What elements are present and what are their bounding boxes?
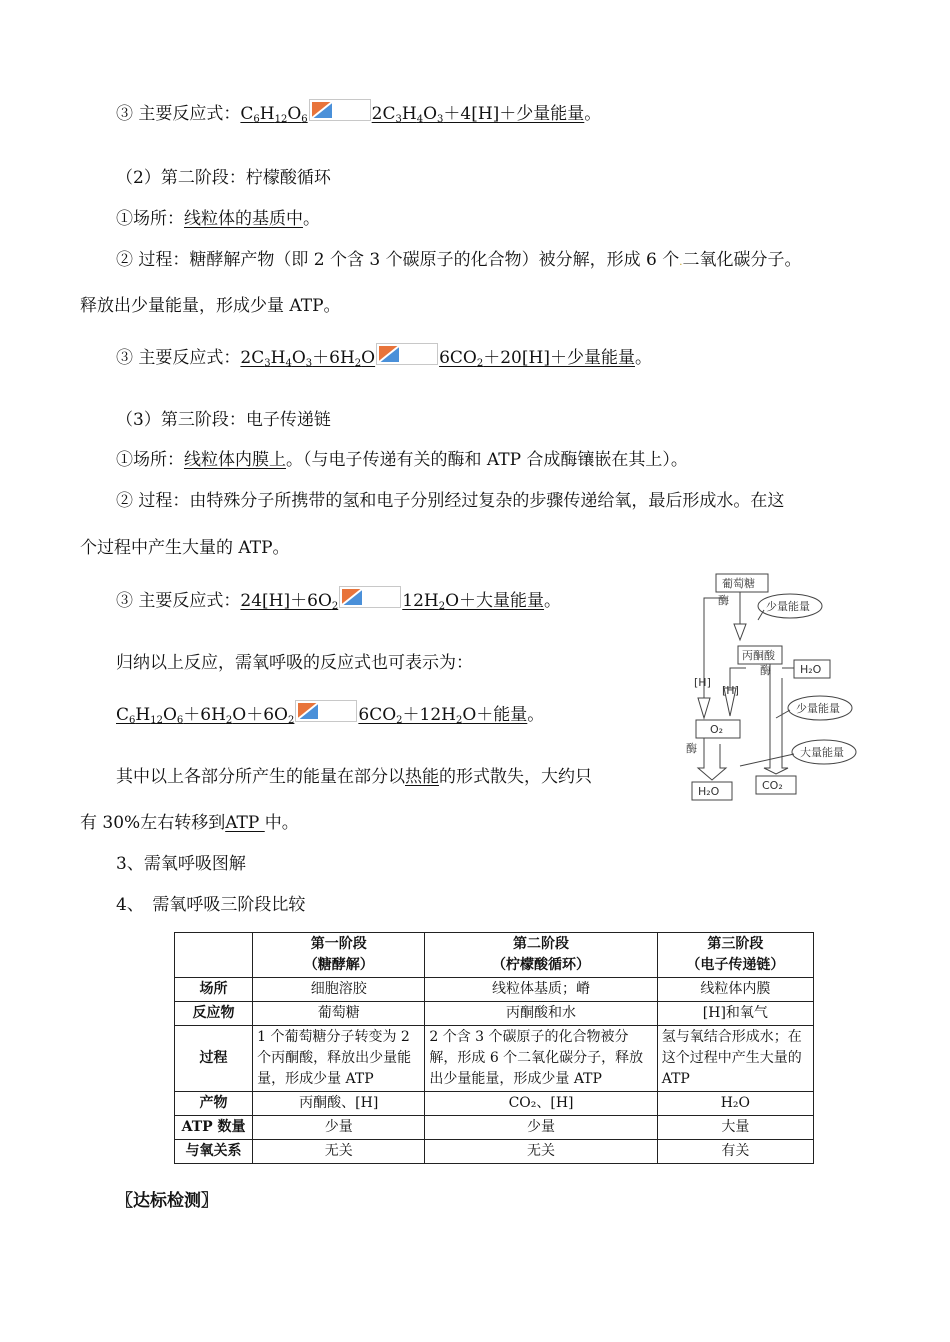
enzyme-label-1: 酶 [718,594,729,607]
stage2-process-line2: 释放出少量能量，形成少量 ATP。 [80,296,341,316]
place-value: 线粒体内膜上 [184,450,286,470]
h2o-out-label: H₂O [698,785,720,798]
stage2-equation: ③ 主要反应式：$2C_3H_4O_3+6H_2O$ $6CO_2+20[H]+$少量能量。 [116,343,652,376]
table-cell: H₂O [657,1092,813,1116]
eq-label: ③ 主要反应式： [116,104,241,124]
section4-heading: 4、 需氧呼吸三阶段比较 [116,895,306,915]
summary-atp-line: 有 30%左右转移到ATP 中。 [80,813,299,833]
h-label-1: [H] [694,676,711,689]
row-label: 场所 [175,978,253,1002]
small-energy-label-2: 少量能量 [796,702,840,715]
table-cell: 线粒体内膜 [657,978,813,1002]
heat-term: 热能 [405,767,439,787]
table-cell: 1 个葡萄糖分子转变为 2 个丙酮酸，释放出少量能量，形成少量 ATP [253,1026,425,1092]
table-cell: 有关 [657,1140,813,1164]
table-cell: 丙酮酸和水 [425,1002,657,1026]
table-row [175,1140,814,1164]
table-row [175,978,814,1002]
row-label: 反应物 [175,1002,253,1026]
connector-3 [740,754,794,766]
stage3-process-line1: ② 过程：由特殊分子所携带的氢和电子分别经过复杂的步骤传递给氧，最后形成水。在这 [116,491,785,511]
arrow-glucose-pyruvate [734,592,746,640]
table-row [175,1002,814,1026]
table-cell: 2 个含 3 个碳原子的化合物被分解，形成 6 个二氧化碳分子，释放出少量能量，形成少量 ATP [425,1026,657,1092]
header-stage1: 第一阶段 （糖酵解） [253,933,425,978]
enzyme-label-2: 酶 [760,664,771,677]
place-value: 线粒体的基质中 [184,209,303,229]
eq-reactants: $C_6H_{12}O_6$ [240,104,308,125]
eq-reactants: $2C_3H_4O_3+6H_2O$ [240,348,376,369]
stage3-title: （3）第三阶段：电子传递链 [116,410,331,430]
stage3-equation: ③ 主要反应式：$24[H]+6O_2$ $12H_2O+$大量能量。 [116,586,561,619]
summary-intro: 归纳以上反应，需氧呼吸的反应式也可表示为： [116,653,473,673]
summary-equation: $C_6H_{12}O_6+6H_2O+6O_2$ $6CO_2+12H_2O+$能量。 [116,700,544,733]
header-stage3: 第三阶段 （电子传递链） [657,933,813,978]
co2-label: CO₂ [762,779,783,792]
row-label: ATP 数量 [175,1116,253,1140]
stage3-place: ①场所：线粒体内膜上。（与电子传递有关的酶和 ATP 合成酶镶嵌在其上）。 [116,450,688,470]
stage2-process-line1: ② 过程：糖酵解产物（即 2 个含 3 个碳原子的化合物）被分解，形成 6 个.二氧化碳分子。 [116,250,802,270]
table-cell: 葡萄糖 [253,1002,425,1026]
stage3-process-line2: 个过程中产生大量的 ATP。 [80,538,290,558]
table-cell: 无关 [425,1140,657,1164]
summary-heat-line: 其中以上各部分所产生的能量在部分以热能的形式散失，大约只 [116,767,592,787]
table-row [175,1026,814,1092]
table-cell: [H]和氧气 [657,1002,813,1026]
eq-products: $6CO_2+12H_2O+$能量 [358,705,528,726]
footer-heading: 〖达标检测〗 [116,1191,218,1211]
stage1-equation: ③ 主要反应式：$C_6H_{12}O_6$ $2C_3H_4O_3+4[H]+$少量能量。 [116,99,601,132]
arrow-o2-h2o [698,738,726,780]
atp-term: ATP [225,813,265,833]
h2o-in-label: H₂O [800,663,822,676]
eq-products: $6CO_2+20[H]+$少量能量 [439,348,635,369]
row-label: 产物 [175,1092,253,1116]
eq-reactants: $24[H]+6O_2$ [240,591,339,612]
large-energy-label: 大量能量 [800,746,844,759]
table-cell: 丙酮酸、[H] [253,1092,425,1116]
table-cell: 无关 [253,1140,425,1164]
table-cell: 氢与氧结合形成水；在这个过程中产生大量的 ATP [657,1026,813,1092]
stage2-place: ①场所：线粒体的基质中。 [116,209,320,229]
table-cell: 大量 [657,1116,813,1140]
table-cell: 少量 [253,1116,425,1140]
header-stage2: 第二阶段 （柠檬酸循环） [425,933,657,978]
comparison-table [174,932,814,1164]
section3-heading: 3、需氧呼吸图解 [116,854,246,874]
aerobic-respiration-diagram [680,568,860,808]
broken-image-icon [295,700,357,722]
pyruvate-label: 丙酮酸 [742,649,775,662]
header-empty [175,933,253,978]
table-header-row [175,933,814,978]
h-line-1 [704,598,728,658]
row-label: 与氧关系 [175,1140,253,1164]
table-cell: 线粒体基质；嵴 [425,978,657,1002]
row-label: 过程 [175,1026,253,1092]
table-row [175,1092,814,1116]
broken-image-icon [376,343,438,365]
table-row [175,1116,814,1140]
glucose-label: 葡萄糖 [722,577,755,590]
broken-image-icon [309,99,371,121]
table-cell: CO₂、[H] [425,1092,657,1116]
broken-image-icon [339,586,401,608]
connector-2 [776,710,790,718]
eq-reactants: $C_6H_{12}O_6+6H_2O+6O_2$ [116,705,295,726]
table-cell: 少量 [425,1116,657,1140]
eq-products: $12H_2O+$大量能量 [402,591,545,612]
table-cell: 细胞溶胶 [253,978,425,1002]
small-energy-label-1: 少量能量 [766,600,810,613]
enzyme-label-3: 酶 [686,742,697,755]
o2-label: O₂ [710,723,724,736]
h-label-2: [H] [722,684,739,697]
eq-products: $2C_3H_4O_3+4[H]+$少量能量 [371,104,585,125]
stage2-title: （2）第二阶段：柠檬酸循环 [116,168,331,188]
